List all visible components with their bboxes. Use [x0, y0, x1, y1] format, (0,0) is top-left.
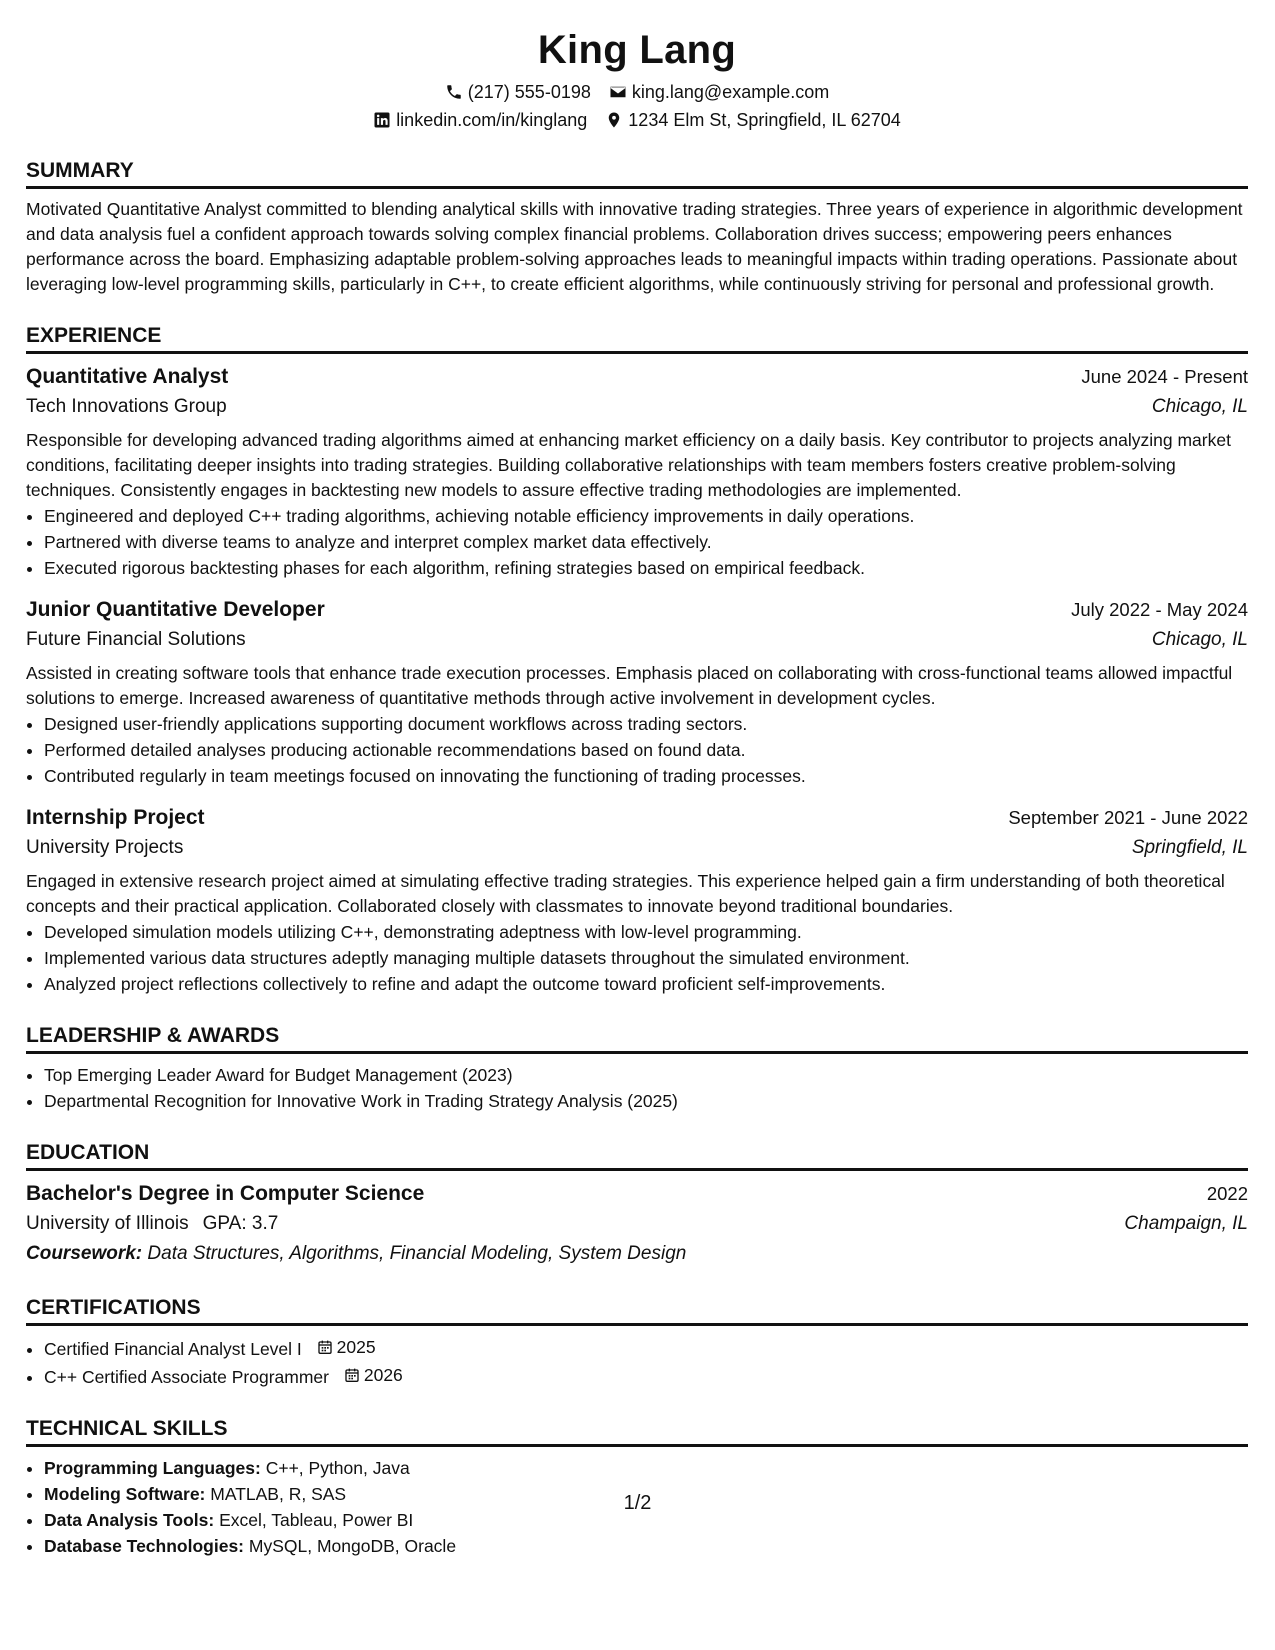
contact-line-1: [26, 80, 1248, 104]
section-title: EXPERIENCE: [26, 323, 1248, 354]
list-item: • Executed rigorous backtesting phases for each algorithm, refining strategies based on empirical feedback.: [44, 555, 1248, 581]
map-pin-icon: [605, 111, 623, 129]
phone-contact: [445, 80, 591, 104]
job-bullets: [26, 919, 1248, 997]
skill-label: Database Technologies:: [44, 1536, 245, 1556]
skill-label: Modeling Software:: [44, 1484, 206, 1504]
gpa: GPA: 3.7: [202, 1213, 279, 1234]
address-contact: [605, 108, 901, 132]
skill-value: MATLAB, R, SAS: [210, 1484, 347, 1504]
coursework-list: Data Structures, Algorithms, Financial Modeling, System Design: [147, 1243, 687, 1264]
page-number: 1/2: [623, 1492, 652, 1514]
experience-section: [26, 323, 1248, 997]
coursework-label: Coursework:: [26, 1243, 143, 1264]
experience-entry: [26, 595, 1248, 789]
job-location: Chicago, IL: [1151, 396, 1248, 417]
job-location: Chicago, IL: [1151, 629, 1248, 650]
company-name: Future Financial Solutions: [26, 629, 246, 650]
section-title: TECHNICAL SKILLS: [26, 1416, 1248, 1447]
certifications-section: [26, 1295, 1248, 1390]
skill-label: Data Analysis Tools:: [44, 1510, 215, 1530]
experience-entry: [26, 803, 1248, 997]
certification-year: 2025: [336, 1337, 376, 1357]
envelope-icon: [609, 83, 627, 101]
candidate-name: King Lang: [537, 28, 737, 72]
skill-value: Excel, Tableau, Power BI: [219, 1510, 414, 1530]
section-title: EDUCATION: [26, 1140, 1248, 1171]
skill-label: Programming Languages:: [44, 1458, 261, 1478]
experience-entry: [26, 362, 1248, 581]
calendar-icon: [344, 1367, 360, 1383]
school-info: [26, 1209, 278, 1239]
summary-section: [26, 158, 1248, 297]
list-item: [44, 1455, 1248, 1481]
calendar-icon: [317, 1339, 333, 1355]
graduation-year: 2022: [1206, 1183, 1248, 1204]
certifications-list: [26, 1334, 1248, 1390]
list-item: • Analyzed project reflections collectively to refine and adapt the outcome toward proficient self-improvements.: [44, 971, 1248, 997]
leadership-section: [26, 1023, 1248, 1114]
section-title: LEADERSHIP & AWARDS: [26, 1023, 1248, 1054]
job-description: Responsible for developing advanced trading algorithms aimed at enhancing market efficiency on a daily basis. Key contributor to projects analyzing market conditions, facilitating deeper insights into trading strategies. Building collaborative relationships with team members fosters creative problem-solving techniques. Consistently engages in backtesting new models to assure effective trading methodologies are implemented.: [26, 430, 1231, 500]
skill-value: MySQL, MongoDB, Oracle: [248, 1536, 457, 1556]
list-item: • Departmental Recognition for Innovative Work in Trading Strategy Analysis (2025): [44, 1088, 1248, 1114]
skills-section: [26, 1416, 1248, 1559]
skill-value: C++, Python, Java: [265, 1458, 410, 1478]
certification-date: [344, 1362, 403, 1388]
school-name: University of Illinois: [26, 1213, 189, 1234]
email-address[interactable]: king.lang@example.com: [631, 82, 830, 102]
list-item: • Top Emerging Leader Award for Budget Management (2023): [44, 1062, 1248, 1088]
list-item: • Performed detailed analyses producing actionable recommendations based on found data.: [44, 737, 1248, 763]
job-date: June 2024 - Present: [1081, 366, 1248, 387]
list-item: • Designed user-friendly applications supporting document workflows across trading sectors.: [44, 711, 1248, 737]
list-item: [44, 1334, 1248, 1362]
degree-title: Bachelor's Degree in Computer Science: [26, 1182, 425, 1205]
job-description: Engaged in extensive research project aimed at simulating effective trading strategies. This experience helped gain a firm understanding of both theoretical concepts and their practical application. Collaborated closely with classmates to innovate beyond traditional boundaries.: [26, 871, 1225, 916]
list-item: • Engineered and deployed C++ trading algorithms, achieving notable efficiency improvements in daily operations.: [44, 503, 1248, 529]
job-date: July 2022 - May 2024: [1071, 599, 1248, 620]
coursework: [26, 1239, 1248, 1269]
email-contact[interactable]: [609, 80, 829, 104]
job-title: Internship Project: [26, 806, 205, 829]
education-entry: [26, 1179, 1248, 1269]
list-item: • Contributed regularly in team meetings focused on innovating the functioning of trading processes.: [44, 763, 1248, 789]
job-description: Assisted in creating software tools that enhance trade execution processes. Emphasis placed on collaborating with cross-functional teams allowed impactful solutions to emerge. Increased awareness of quantitative methods through active involvement in development cycles.: [26, 663, 1233, 708]
company-name: University Projects: [26, 837, 184, 858]
job-bullets: [26, 711, 1248, 789]
linkedin-icon: [373, 111, 391, 129]
linkedin-contact[interactable]: [373, 108, 587, 132]
certification-date: [317, 1334, 376, 1360]
job-bullets: [26, 503, 1248, 581]
school-location: Champaign, IL: [1124, 1213, 1248, 1234]
phone-icon: [445, 83, 463, 101]
linkedin-url[interactable]: linkedin.com/in/kinglang: [396, 110, 588, 130]
street-address: 1234 Elm St, Springfield, IL 62704: [628, 110, 901, 130]
awards-list: [26, 1062, 1248, 1114]
resume-page: [26, 24, 1248, 1559]
list-item: • Partnered with diverse teams to analyze and interpret complex market data effectively.: [44, 529, 1248, 555]
job-location: Springfield, IL: [1131, 837, 1248, 858]
list-item: [44, 1362, 1248, 1390]
job-date: September 2021 - June 2022: [1008, 807, 1248, 828]
phone-number: (217) 555-0198: [467, 82, 591, 102]
certification-year: 2026: [363, 1365, 403, 1385]
certification-name: C++ Certified Associate Programmer: [44, 1367, 329, 1387]
contact-line-2: [26, 108, 1248, 132]
list-item: • Implemented various data structures adeptly managing multiple datasets throughout the simulated environment.: [44, 945, 1248, 971]
company-name: Tech Innovations Group: [26, 396, 227, 417]
summary-text: Motivated Quantitative Analyst committed to blending analytical skills with innovative trading strategies. Three years of experience in algorithmic development and data analysis fuel a confident approach towards solving complex financial problems. Collaboration drives success; empowering peers enhances performance across the board. Emphasizing adaptable problem-solving approaches leads to meaningful impacts within trading operations. Passionate about leveraging low-level programming skills, particularly in C++, to create efficient algorithms, while continuously striving for personal and professional growth.: [26, 199, 1243, 294]
certification-name: Certified Financial Analyst Level I: [44, 1339, 302, 1359]
section-title: CERTIFICATIONS: [26, 1295, 1248, 1326]
education-section: [26, 1140, 1248, 1269]
job-title: Quantitative Analyst: [26, 365, 229, 388]
list-item: • Developed simulation models utilizing C++, demonstrating adeptness with low-level programming.: [44, 919, 1248, 945]
list-item: [44, 1533, 1248, 1559]
job-title: Junior Quantitative Developer: [26, 598, 325, 621]
section-title: SUMMARY: [26, 158, 1248, 189]
